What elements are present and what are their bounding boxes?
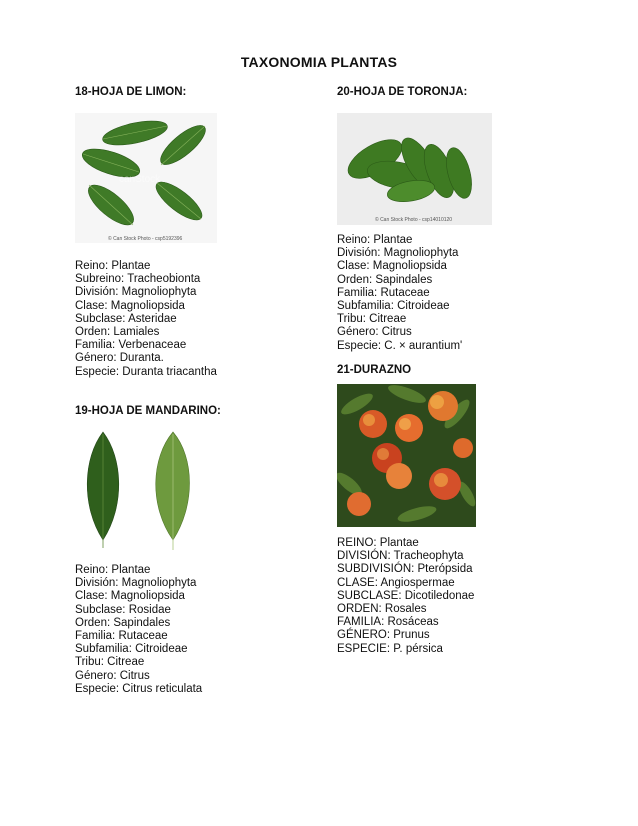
grapefruit-leaves-image [337,113,492,225]
taxonomy-line: Clase: Magnoliopsida [337,260,447,273]
taxonomy-line: Género: Duranta. [75,352,164,365]
taxonomy-line: Subfamilia: Citroideae [337,300,450,313]
taxonomy-line: Familia: Verbenaceae [75,339,187,352]
taxonomy-line: Orden: Sapindales [337,273,433,286]
taxonomy-line: CLASE: Angiospermae [337,576,455,589]
taxonomy-line: ORDEN: Rosales [337,603,427,616]
taxonomy-line: Especie: Citrus reticulata [75,682,203,695]
taxonomy-line: Género: Citrus [337,326,412,339]
taxonomy-list-21 [337,537,474,656]
taxonomy-line: Tribu: Citreae [337,313,407,326]
taxonomy-list-20 [337,234,462,353]
taxonomy-line: División: Magnoliophyta [337,247,459,260]
peach-image [337,384,476,527]
taxonomy-line: Especie: C. × aurantium' [337,339,463,352]
taxonomy-list-18 [75,260,217,379]
taxonomy-line: Subclase: Rosidae [75,603,171,616]
taxonomy-line: Especie: Duranta triacantha [75,365,217,378]
lemon-leaves-image [75,113,217,243]
section-heading-21: 21-DURAZNO [337,364,412,376]
taxonomy-line: Familia: Rutaceae [337,286,430,299]
taxonomy-line: Tribu: Citreae [75,656,145,669]
section-heading-18: 18-HOJA DE LIMON: [75,86,187,98]
taxonomy-line: SUBDIVISIÓN: Pterópsida [337,563,473,576]
taxonomy-line: División: Magnoliophyta [75,286,197,299]
taxonomy-line: Subclase: Asteridae [75,312,177,325]
taxonomy-line: Clase: Magnoliopsida [75,590,185,603]
grapefruit-image-watermark: © Can Stock Photo - csp14010120 [375,217,453,223]
taxonomy-line: Reino: Plantae [75,564,151,576]
taxonomy-line: Familia: Rutaceae [75,630,168,643]
taxonomy-line: División: Magnoliophyta [75,577,197,590]
taxonomy-line: Subreino: Tracheobionta [75,273,201,286]
lemon-image-watermark: © Can Stock Photo - csp5192396 [108,236,183,242]
taxonomy-line: Orden: Sapindales [75,616,171,629]
taxonomy-line: ESPECIE: P. pérsica [337,642,443,655]
mandarin-leaves-image [75,428,205,554]
taxonomy-line: Subfamilia: Citroideae [75,643,188,656]
taxonomy-line: DIVISIÓN: Tracheophyta [337,550,464,563]
taxonomy-line: SUBCLASE: Dicotiledonae [337,589,475,602]
taxonomy-list-19 [75,564,202,696]
page-title: TAXONOMIA PLANTAS [240,54,398,70]
section-heading-19: 19-HOJA DE MANDARINO: [75,405,221,417]
taxonomy-line: Reino: Plantae [337,234,413,246]
svg-text:canStock: canStock [119,174,161,185]
taxonomy-line: Género: Citrus [75,669,150,682]
taxonomy-line: REINO: Plantae [337,537,419,549]
taxonomy-line: Orden: Lamiales [75,326,160,339]
taxonomy-line: FAMILIA: Rosáceas [337,616,439,629]
taxonomy-line: Reino: Plantae [75,260,151,272]
section-heading-20: 20-HOJA DE TORONJA: [337,86,468,98]
taxonomy-line: GÉNERO: Prunus [337,629,430,642]
taxonomy-line: Clase: Magnoliopsida [75,299,185,312]
